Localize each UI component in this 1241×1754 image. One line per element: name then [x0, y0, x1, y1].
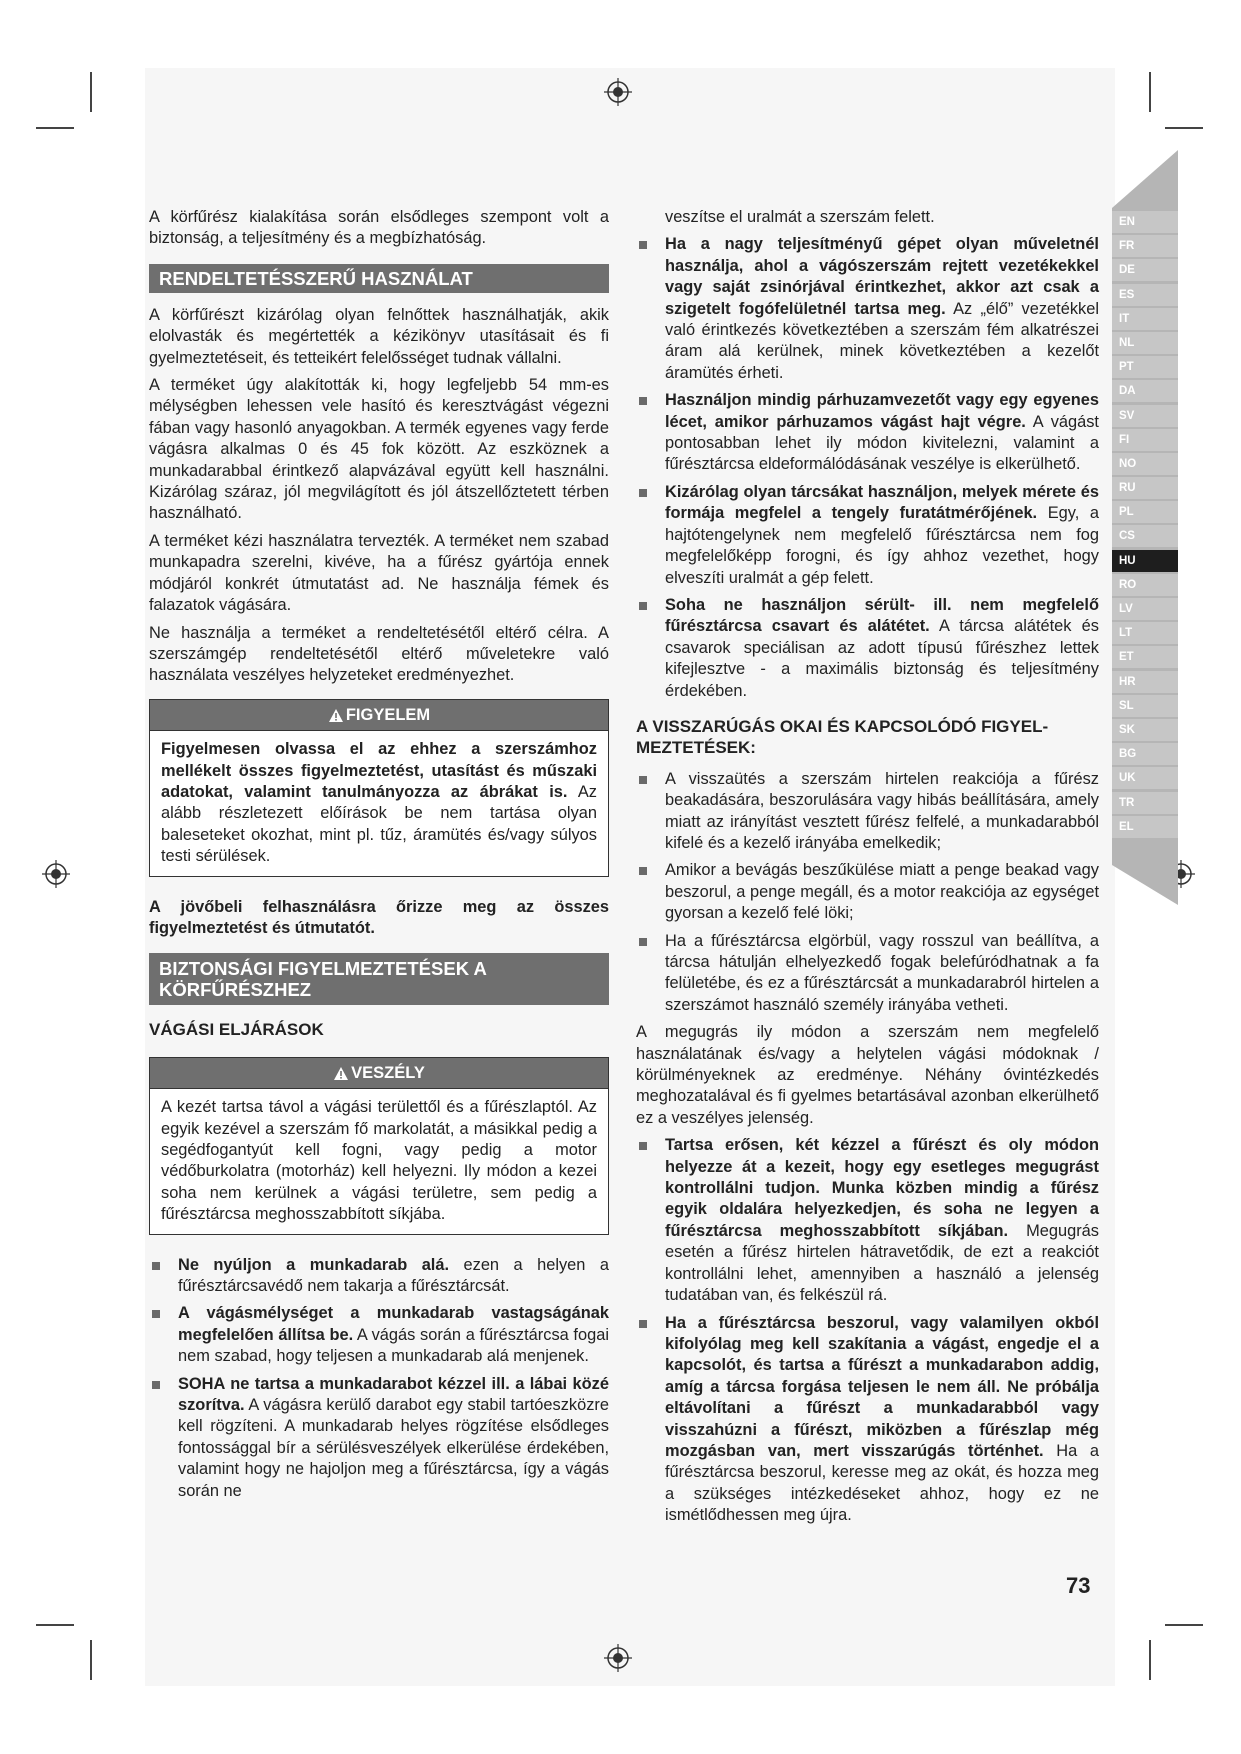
bullet-text: Megugrás esetén a fűrész hirtelen hátravetődik, de ezt a reakciót kontrollálni lehet, amennyiben a használó a jelenség tudatában van, és felkészül rá.: [665, 1221, 1099, 1305]
language-tab-et[interactable]: ET: [1112, 646, 1178, 668]
right-bullet-list-3: [636, 1135, 1099, 1526]
crop-mark: [36, 1624, 74, 1626]
bullet-text: Ha a fűrésztárcsa beszorul, keresse meg az okát, és hozza meg a szükséges intézkedéseket ahhoz, hogy ez ne ismétlődhessen meg újra.: [665, 1441, 1099, 1525]
danger-box-body: A kezét tartsa távol a vágási területtől és a fűrészlaptól. Az egyik kezével a szerszám fő markolatát, a másikkal pedig a segédfogantyút kell fogni, vagy pedig a motor védőburkolatra (motorház) kell helyezni. Ily módon a kezei soha nem kerülnek a vágási területre, sem pedig a fűrésztárcsa meghosszabbított síkjába.: [161, 1098, 597, 1224]
language-tab-pt[interactable]: PT: [1112, 356, 1178, 378]
paragraph: A körfűrészt kizárólag olyan felnőttek használhatják, akik elolvasták és megértették a kézikönyv utasításait és fi gyelmeztetéseit, és tetteikért felelősséget tudnak vállalni.: [149, 305, 609, 367]
list-item: [149, 1303, 609, 1367]
bullet-text: Egy, a hajtótengelynek nem megfelelő fűrésztárcsa nem fog megfelelőképp forogni, és így ahhoz vezethet, hogy elveszíti uralmát a gép felett.: [665, 504, 1100, 587]
bullet-text: ezen a helyen a fűrésztárcsavédő nem takarja a fűrésztárcsát.: [178, 1255, 609, 1296]
warning-triangle-icon: [328, 708, 344, 723]
language-tab-es[interactable]: ES: [1112, 284, 1178, 306]
language-tab-ru[interactable]: RU: [1112, 477, 1178, 499]
crop-mark: [1165, 127, 1203, 129]
bullet-bold: Ha a fűrésztárcsa beszorul, vagy valamilyen okból kifolyólag meg kell szakítania a vágást, engedje el a kapcsolót, és tartsa a fűrészt a munkadarabon addig, amíg a tárcsa forgása teljesen le nem áll. Ne próbálja eltávolítani a fűrészt a munkadarabból vagy visszahúzni a fűrészt, miközben a fűrészlap még mozgásban van, mert visszarúgás történhet.: [665, 1313, 1099, 1460]
list-item: [149, 1255, 609, 1298]
language-tab-en[interactable]: EN: [1112, 211, 1178, 233]
language-tab-pl[interactable]: PL: [1112, 501, 1178, 523]
paragraph: Ne használja a terméket a rendeltetésétől eltérő célra. A szerszámgép rendeltetésétől eltérő műveletekre való használata veszélyes helyzeteket eredményezhet.: [149, 623, 609, 685]
section-heading-safety: BIZTONSÁGI FIGYELMEZTETÉSEK A KÖRFŰRÉSZHEZ: [149, 953, 609, 1005]
crop-mark: [1165, 1624, 1203, 1626]
registration-mark-icon: [603, 77, 633, 107]
bullet-bold: Ha a nagy teljesítményű gépet olyan műveletnél használja, ahol a vágószerszám rejtett vezetékekkel vagy saját zsinórjával érintkezhet, akkor azt csak a szigetelt fogófelületnél tartsa meg.: [665, 235, 1099, 318]
language-tab-sk[interactable]: SK: [1112, 719, 1178, 741]
language-tab-lt[interactable]: LT: [1112, 622, 1178, 644]
list-item: [636, 595, 1099, 702]
bullet-bold: Tartsa erősen, két kézzel a fűrészt és oly módon helyezze át a kezeit, hogy egy esetleges megugrást kontrollálni tudjon. Munka közben mindig a fűrész egyik oldalára helyezkedjen, és soha ne legyen a fűrésztárcsa meghosszabbított síkjában.: [665, 1136, 1099, 1240]
warning-box: [149, 699, 609, 877]
bullet-bold: A vágásmélységet a munkadarab vastagságának megfelelően állítsa be.: [178, 1304, 609, 1344]
warning-text: Az alább részletezett előírások be nem tartása olyan baleseteket okozhat, mint pl. tűz, áramütés és/vagy súlyos testi sérülések.: [161, 782, 598, 866]
right-column: [636, 207, 1099, 1533]
bullet-bold: Soha ne használjon sérült- ill. nem megfelelő fűrésztárcsa csavart és alátétet.: [665, 595, 1099, 636]
list-item: [636, 234, 1099, 384]
kickback-heading: A VISSZARÚGÁS OKAI ÉS KAPCSOLÓDÓ FIGYEL-MEZTETÉSEK:: [636, 716, 1049, 758]
language-tab-it[interactable]: IT: [1112, 308, 1178, 330]
language-tab-ro[interactable]: RO: [1112, 574, 1178, 596]
language-tab-fi[interactable]: FI: [1112, 429, 1178, 451]
language-tab-uk[interactable]: UK: [1112, 767, 1178, 789]
continued-text: veszítse el uralmát a szerszám felett.: [665, 208, 935, 226]
danger-box-title: VESZÉLY: [351, 1063, 425, 1082]
bullet-bold: SOHA ne tartsa a munkadarabot kézzel ill. a lábai közé szorítva.: [178, 1374, 609, 1415]
list-item: [636, 1313, 1099, 1527]
warning-box-title: FIGYELEM: [345, 705, 431, 724]
section-heading-intended-use: RENDELTETÉSSZERŰ HASZNÁLAT: [149, 264, 609, 293]
language-tab-lv[interactable]: LV: [1112, 598, 1178, 620]
language-tab-no[interactable]: NO: [1112, 453, 1178, 475]
language-tab-bg[interactable]: BG: [1112, 743, 1178, 765]
subheading-cutting-procedures: VÁGÁSI ELJÁRÁSOK: [149, 1020, 324, 1040]
bullet-text: Az „élő” vezetékkel való érintkezés következtében a szerszám fém alkatrészei áram alá kerülnek, minek következtében a kezelőt áramütés érheti.: [665, 299, 1099, 382]
list-item: A visszaütés a szerszám hirtelen reakciója a fűrész beakadására, beszorulására vagy hibás beállítására, amely miatt az irányítást vesztett fűrész felfelé, a munkadarabból kifelé és a kezelő irányába emelkedik;: [636, 769, 1099, 855]
bullet-text: A vágásra kerülő darabot egy stabil tartóeszközre kell rögzíteni. A munkadarab helyes rögzítése elsődleges fontossággal bír a sérülésveszélyek elkerülése érdekében, valamint hogy ne hajoljon meg a fűrésztárcsa, így a vágás során ne: [178, 1396, 609, 1500]
warning-box-body: [150, 731, 608, 875]
bullet-text: A tárcsa alátétek és csavarok speciálisan az adott típusú fűrészhez lettek kifejlesztve - a maximális biztonság és teljesítmény érdekében.: [665, 617, 1099, 700]
paragraph: A terméket kézi használatra tervezték. A terméket nem szabad munkapadra szerelni, kivéve, ha a fűrész gyártója ennek módjáról konkrét útmutatást ad. Ne használja fémek és falazatok vágására.: [149, 531, 609, 615]
warning-bold-text: Figyelmesen olvassa el az ehhez a szerszámhoz mellékelt összes figyelmeztetést, utasítást és műszaki adatokat, valamint tanulmányozza az ábrákat is.: [161, 740, 597, 801]
language-tab-de[interactable]: DE: [1112, 259, 1178, 281]
language-tab-sl[interactable]: SL: [1112, 695, 1178, 717]
language-tab-cs[interactable]: CS: [1112, 525, 1178, 547]
right-bullet-list-2: [636, 769, 1099, 1016]
paragraph: A terméket úgy alakították ki, hogy legfeljebb 54 mm-es mélységben lehessen vele hasító és keresztvágást végezni fában vagy hasonló anyagokban. A termék egyenes vagy ferde vágásra alkalmas 0 és 45 fok között. Az eszköznek a munkadarabbal érintkező alapvázával együtt kell használni. Kizárólag száraz, jól megvilágított és jól átszellőztetett térben használható.: [149, 376, 609, 523]
language-tab-hr[interactable]: HR: [1112, 671, 1178, 693]
bullet-bold: Használjon mindig párhuzamvezetőt vagy egy egyenes lécet, amikor párhuzamos vágást hajt végre.: [665, 391, 1099, 431]
registration-mark-icon: [603, 1643, 633, 1673]
language-tab-tr[interactable]: TR: [1112, 792, 1178, 814]
language-tab-sv[interactable]: SV: [1112, 405, 1178, 427]
registration-mark-icon: [41, 859, 71, 889]
page-number: 73: [1066, 1573, 1091, 1598]
list-item: Amikor a bevágás beszűkülése miatt a penge beakad vagy beszorul, a penge megáll, és a motor reakciója az egységet gyorsan a kezelő felé löki;: [636, 860, 1099, 924]
list-item: [636, 1135, 1099, 1306]
danger-box: [149, 1057, 609, 1235]
crop-mark: [90, 1640, 92, 1680]
danger-box-header: [150, 1058, 608, 1089]
right-bullet-list-1: [636, 234, 1099, 702]
crop-mark: [1149, 72, 1151, 112]
list-item: [149, 1374, 609, 1502]
language-tab-nl[interactable]: NL: [1112, 332, 1178, 354]
danger-triangle-icon: [333, 1066, 349, 1081]
language-tab-fr[interactable]: FR: [1112, 235, 1178, 257]
left-column: [149, 207, 609, 1508]
bullet-text: A vágást pontosabban lehet ily módon kivitelezni, valamint a fűrésztárcsa eldeformálódásának veszélye is elkerülhető.: [665, 412, 1099, 474]
bullet-text: A vágás során a fűrésztárcsa fogai nem szabad, hogy teljesen a munkadarab alá menjenek.: [178, 1325, 609, 1366]
language-tab-hu[interactable]: HU: [1112, 550, 1178, 572]
crop-mark: [1149, 1640, 1151, 1680]
language-tabs: [1112, 211, 1178, 840]
kickback-paragraph: A megugrás ily módon a szerszám nem megfelelő használatának és/vagy a helytelen vágási módoknak / körülményeknek az eredménye. Néhány óvintézkedés meghozatalával és fi gyelmes betartásával azonban elkerülhető ez a veszélyes jelenség.: [636, 1023, 1099, 1127]
language-tab-da[interactable]: DA: [1112, 380, 1178, 402]
keep-instructions-note: A jövőbeli felhasználásra őrizze meg az összes figyelmeztetést és útmutatót.: [149, 897, 609, 937]
list-item: [636, 390, 1099, 476]
bullet-bold: Kizárólag olyan tárcsákat használjon, melyek mérete és formája megfelel a tengely furatátmérőjének.: [665, 482, 1099, 523]
list-item: Ha a fűrésztárcsa elgörbül, vagy rosszul van beállítva, a tárcsa hátulján elhelyezkedő fogak belefúródhatnak a fa felületébe, és ez a fűrésztárcsát a munkadarabról hirtelen a szerszámot használó személy irányába vetheti.: [636, 931, 1099, 1017]
language-tab-el[interactable]: EL: [1112, 816, 1178, 838]
intro-text: A körfűrész kialakítása során elsődleges szempont volt a biztonság, a teljesítmény és a megbízhatóság.: [149, 208, 609, 248]
list-item: [636, 482, 1099, 589]
warning-box-header: [150, 700, 608, 731]
bullet-bold: Ne nyúljon a munkadarab alá.: [178, 1255, 450, 1274]
crop-mark: [36, 127, 74, 129]
left-bullet-list: [149, 1255, 609, 1502]
crop-mark: [90, 72, 92, 112]
